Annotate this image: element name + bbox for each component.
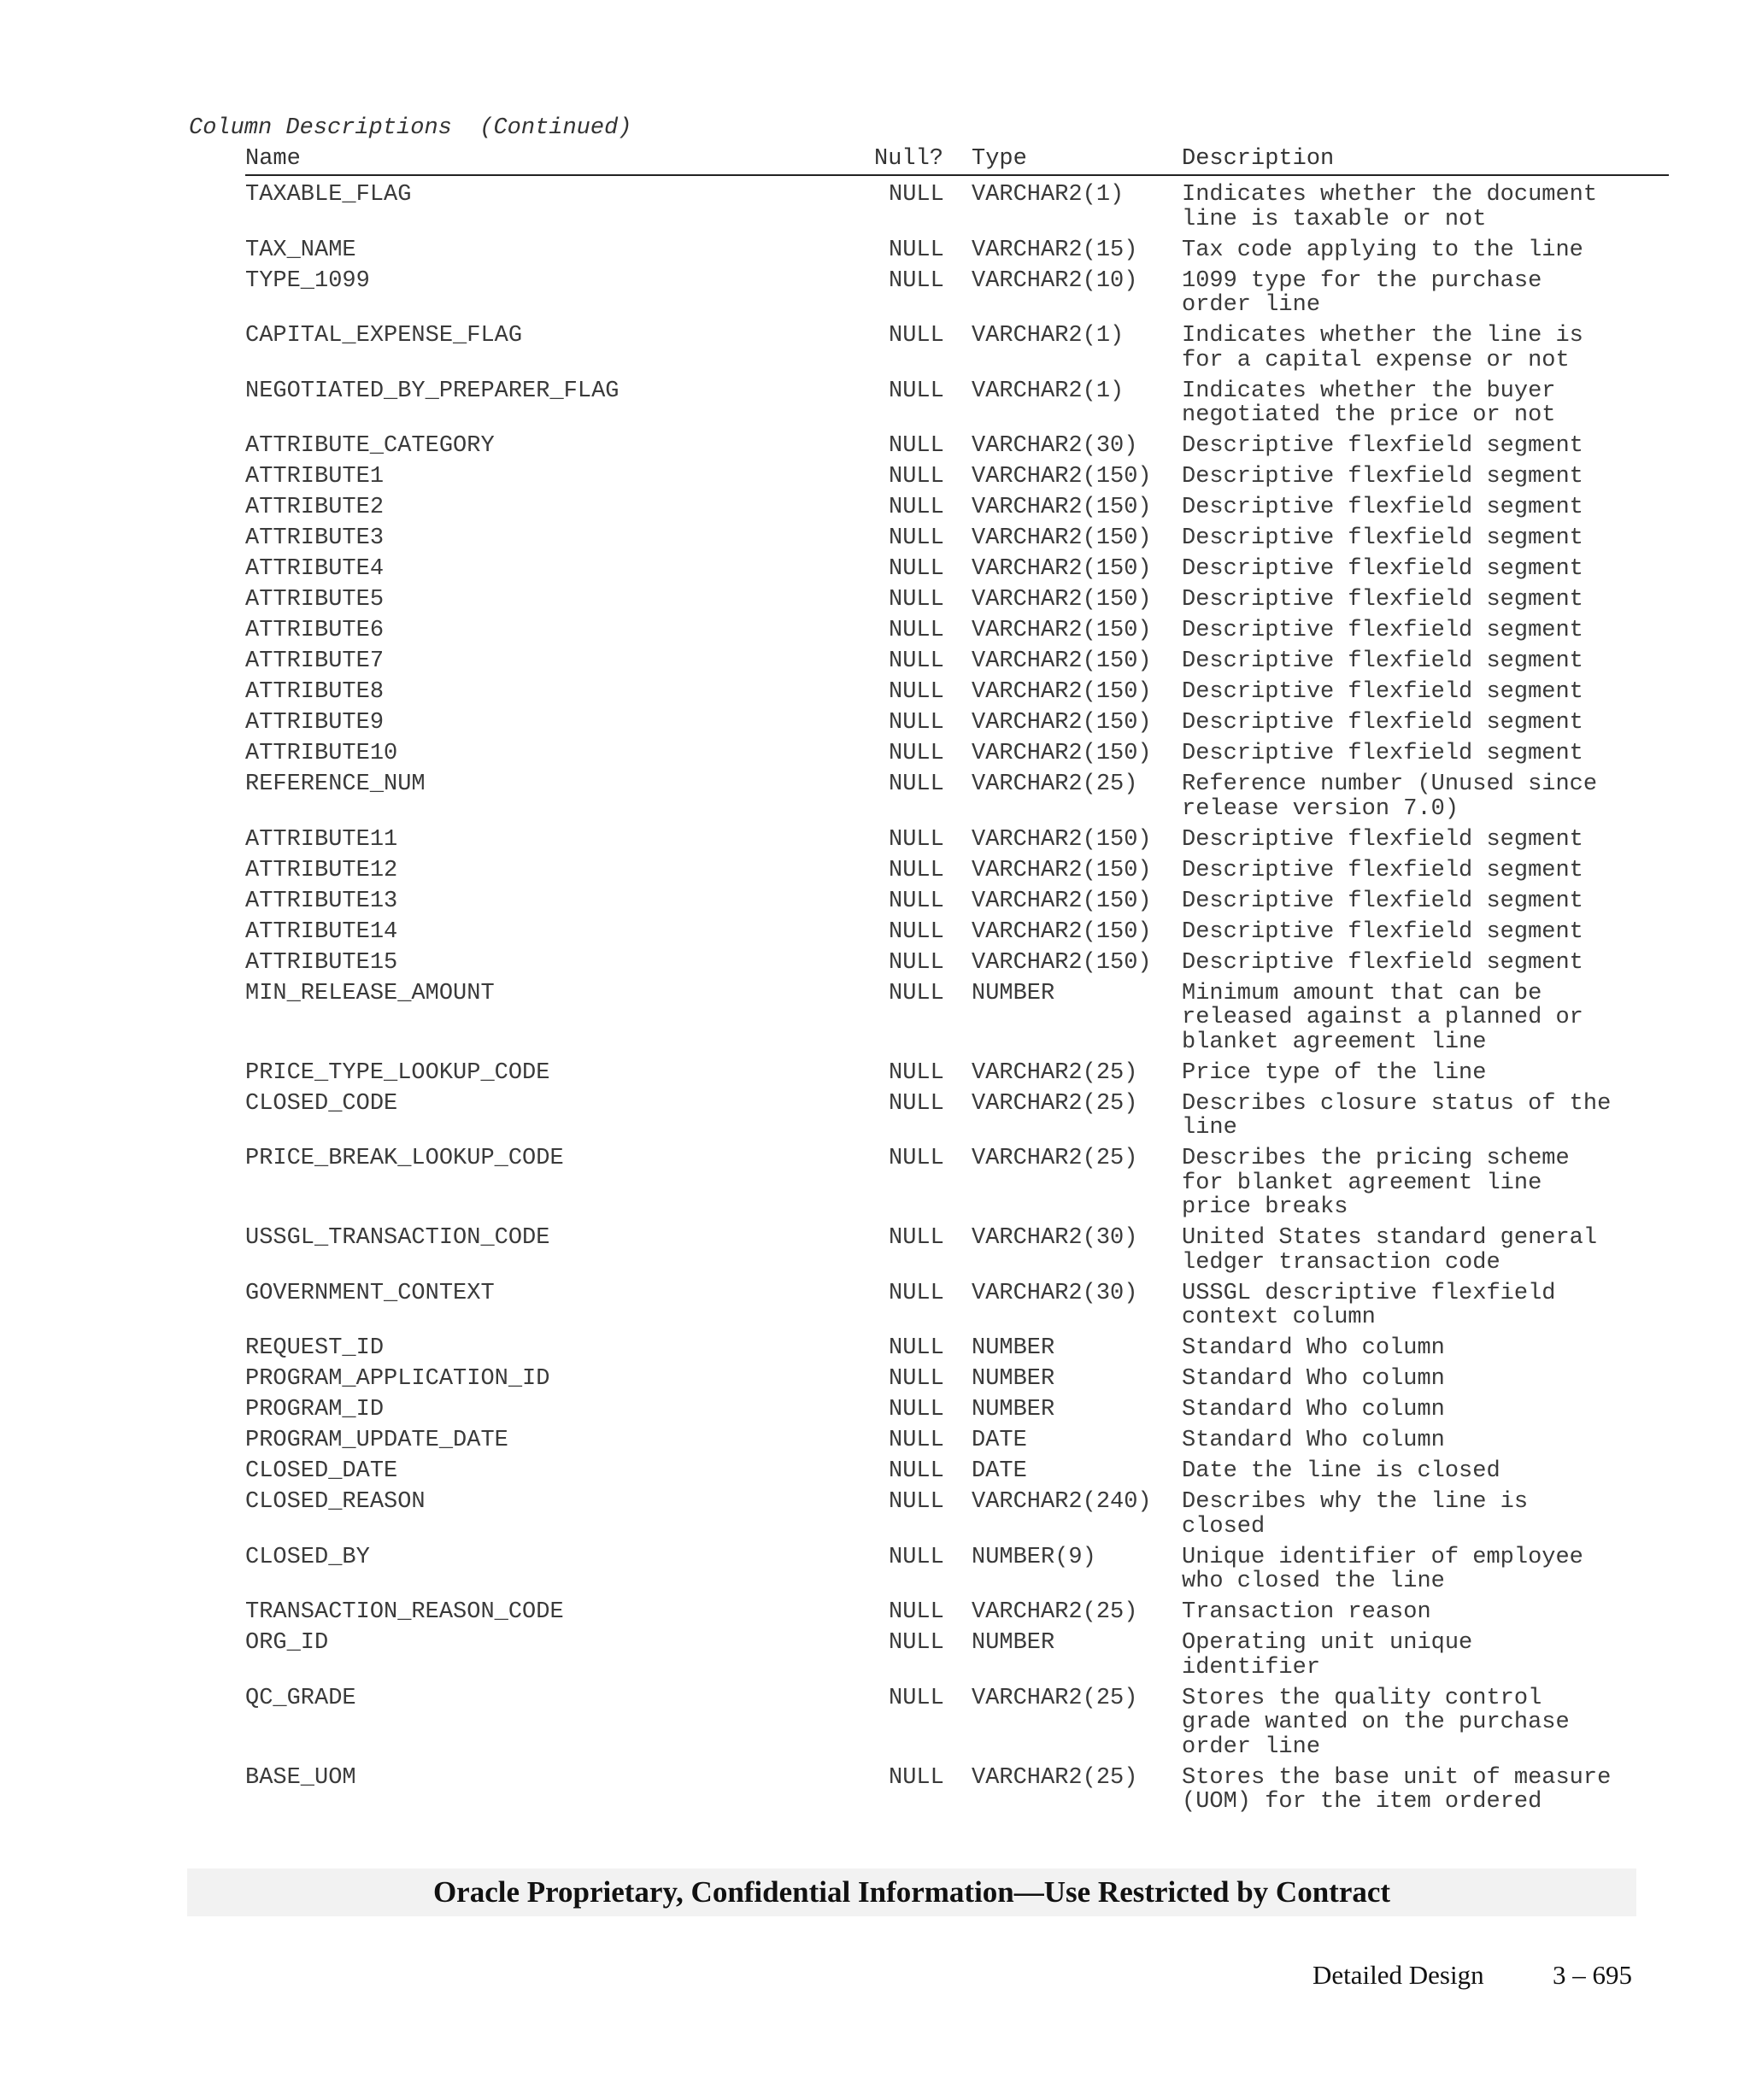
cell-null: NULL xyxy=(889,949,944,976)
table-row xyxy=(245,465,1669,490)
cell-type: VARCHAR2(30) xyxy=(972,1225,1138,1251)
cell-null: NULL xyxy=(889,1685,944,1711)
footer-section-title: Detailed Design xyxy=(1312,1960,1484,1990)
cell-null: NULL xyxy=(889,826,944,853)
table-row xyxy=(245,1282,1669,1330)
cell-description: Descriptive flexfield segment xyxy=(1182,525,1583,551)
cell-type: VARCHAR2(15) xyxy=(972,237,1138,263)
cell-null: NULL xyxy=(889,182,944,208)
cell-type: VARCHAR2(30) xyxy=(972,1280,1138,1306)
cell-description: Descriptive flexfield segment xyxy=(1182,495,1583,520)
table-row xyxy=(245,434,1669,459)
table-row xyxy=(245,1546,1669,1594)
cell-description: Standard Who column xyxy=(1182,1335,1445,1361)
cell-name: ATTRIBUTE15 xyxy=(245,949,398,976)
cell-name: ATTRIBUTE12 xyxy=(245,857,398,883)
table-row xyxy=(245,1631,1669,1680)
table-row xyxy=(245,1092,1669,1141)
cell-description: Indicates whether the document line is taxable or not xyxy=(1182,182,1598,232)
cell-type: VARCHAR2(25) xyxy=(972,1146,1138,1171)
cell-description: Descriptive flexfield segment xyxy=(1182,648,1583,674)
cell-name: PRICE_BREAK_LOOKUP_CODE xyxy=(245,1146,564,1171)
cell-name: PROGRAM_APPLICATION_ID xyxy=(245,1366,550,1392)
cell-name: NEGOTIATED_BY_PREPARER_FLAG xyxy=(245,378,620,404)
cell-description: Indicates whether the line is for a capital expense or not xyxy=(1182,323,1583,373)
cell-null: NULL xyxy=(889,267,944,294)
table-row xyxy=(245,1600,1669,1625)
cell-description: Descriptive flexfield segment xyxy=(1182,679,1583,705)
cell-description: Indicates whether the buyer negotiated the price or not xyxy=(1182,378,1556,428)
cell-null: NULL xyxy=(889,1428,944,1453)
cell-type: VARCHAR2(150) xyxy=(972,710,1152,736)
cell-name: TRANSACTION_REASON_CODE xyxy=(245,1599,564,1625)
column-descriptions-table xyxy=(245,183,1669,1821)
header-null: Null? xyxy=(874,146,944,172)
cell-null: NULL xyxy=(889,1458,944,1484)
footer-page-number: 3 – 695 xyxy=(1553,1960,1632,1990)
cell-name: ATTRIBUTE7 xyxy=(245,648,385,674)
cell-type: VARCHAR2(150) xyxy=(972,949,1152,976)
cell-name: ATTRIBUTE11 xyxy=(245,826,398,853)
cell-name: ATTRIBUTE13 xyxy=(245,888,398,914)
cell-null: NULL xyxy=(889,525,944,551)
cell-name: TAXABLE_FLAG xyxy=(245,182,412,208)
table-row xyxy=(245,1686,1669,1760)
header-description: Description xyxy=(1182,146,1335,172)
cell-null: NULL xyxy=(889,1764,944,1791)
cell-null: NULL xyxy=(889,1366,944,1392)
cell-type: VARCHAR2(30) xyxy=(972,433,1138,459)
table-row xyxy=(245,1428,1669,1453)
cell-type: VARCHAR2(150) xyxy=(972,648,1152,674)
cell-description: Describes why the line is closed xyxy=(1182,1489,1529,1540)
cell-name: ATTRIBUTE3 xyxy=(245,525,385,551)
cell-name: PROGRAM_ID xyxy=(245,1397,385,1422)
cell-name: ATTRIBUTE_CATEGORY xyxy=(245,433,495,459)
cell-type: NUMBER xyxy=(972,1630,1055,1656)
cell-type: DATE xyxy=(972,1428,1027,1453)
cell-type: VARCHAR2(150) xyxy=(972,525,1152,551)
cell-description: Transaction reason xyxy=(1182,1599,1431,1625)
cell-type: VARCHAR2(150) xyxy=(972,679,1152,705)
cell-name: PROGRAM_UPDATE_DATE xyxy=(245,1428,508,1453)
cell-description: Descriptive flexfield segment xyxy=(1182,826,1583,853)
cell-name: BASE_UOM xyxy=(245,1764,356,1791)
cell-description: Operating unit unique identifier xyxy=(1182,1630,1473,1681)
cell-null: NULL xyxy=(889,888,944,914)
cell-type: VARCHAR2(150) xyxy=(972,741,1152,766)
cell-description: USSGL descriptive flexfield context column xyxy=(1182,1280,1556,1330)
table-row xyxy=(245,859,1669,883)
table-header xyxy=(245,144,1669,176)
cell-name: CLOSED_DATE xyxy=(245,1458,398,1484)
cell-description: United States standard general ledger transaction code xyxy=(1182,1225,1598,1276)
table-row xyxy=(245,742,1669,766)
table-row xyxy=(245,982,1669,1055)
table-row xyxy=(245,619,1669,643)
cell-null: NULL xyxy=(889,587,944,613)
cell-description: Price type of the line xyxy=(1182,1059,1487,1086)
table-row xyxy=(245,379,1669,428)
cell-type: VARCHAR2(25) xyxy=(972,1685,1138,1711)
cell-name: CLOSED_BY xyxy=(245,1544,370,1570)
cell-name: ATTRIBUTE8 xyxy=(245,679,385,705)
table-row xyxy=(245,1147,1669,1220)
cell-type: VARCHAR2(1) xyxy=(972,378,1125,404)
table-row xyxy=(245,269,1669,318)
cell-type: VARCHAR2(25) xyxy=(972,1764,1138,1791)
table-row xyxy=(245,920,1669,945)
cell-type: VARCHAR2(150) xyxy=(972,618,1152,643)
cell-null: NULL xyxy=(889,433,944,459)
cell-type: VARCHAR2(150) xyxy=(972,918,1152,945)
table-row xyxy=(245,557,1669,582)
table-row xyxy=(245,1367,1669,1392)
table-row xyxy=(245,1766,1669,1815)
cell-name: MIN_RELEASE_AMOUNT xyxy=(245,980,495,1006)
cell-description: Descriptive flexfield segment xyxy=(1182,857,1583,883)
cell-null: NULL xyxy=(889,1599,944,1625)
table-row xyxy=(245,496,1669,520)
cell-description: Descriptive flexfield segment xyxy=(1182,949,1583,976)
table-row xyxy=(245,889,1669,914)
cell-null: NULL xyxy=(889,237,944,263)
cell-type: NUMBER xyxy=(972,1335,1055,1361)
cell-null: NULL xyxy=(889,1335,944,1361)
cell-null: NULL xyxy=(889,1489,944,1515)
cell-description: Stores the base unit of measure (UOM) for the item ordered xyxy=(1182,1764,1612,1815)
cell-null: NULL xyxy=(889,1059,944,1086)
table-row xyxy=(245,1490,1669,1539)
cell-description: Minimum amount that can be released against a planned or blanket agreement line xyxy=(1182,980,1583,1055)
cell-type: VARCHAR2(150) xyxy=(972,587,1152,613)
cell-null: NULL xyxy=(889,857,944,883)
cell-type: VARCHAR2(150) xyxy=(972,464,1152,490)
table-row xyxy=(245,772,1669,821)
table-row xyxy=(245,526,1669,551)
cell-description: Descriptive flexfield segment xyxy=(1182,618,1583,643)
cell-null: NULL xyxy=(889,1630,944,1656)
cell-null: NULL xyxy=(889,648,944,674)
cell-null: NULL xyxy=(889,378,944,404)
section-title: Column Descriptions (Continued) xyxy=(189,115,632,141)
cell-null: NULL xyxy=(889,495,944,520)
cell-name: ATTRIBUTE6 xyxy=(245,618,385,643)
cell-description: Unique identifier of employee who closed the line xyxy=(1182,1544,1583,1594)
cell-null: NULL xyxy=(889,679,944,705)
cell-description: Descriptive flexfield segment xyxy=(1182,433,1583,459)
cell-type: VARCHAR2(150) xyxy=(972,857,1152,883)
cell-type: VARCHAR2(150) xyxy=(972,556,1152,582)
cell-type: NUMBER xyxy=(972,980,1055,1006)
cell-name: QC_GRADE xyxy=(245,1685,356,1711)
table-row xyxy=(245,1061,1669,1086)
cell-description: Standard Who column xyxy=(1182,1397,1445,1422)
cell-null: NULL xyxy=(889,1280,944,1306)
cell-null: NULL xyxy=(889,1146,944,1171)
table-row xyxy=(245,828,1669,853)
table-row xyxy=(245,324,1669,372)
cell-type: VARCHAR2(150) xyxy=(972,495,1152,520)
cell-description: Descriptive flexfield segment xyxy=(1182,556,1583,582)
confidentiality-banner: Oracle Proprietary, Confidential Information––Use Restricted by Contract xyxy=(187,1868,1636,1916)
cell-null: NULL xyxy=(889,618,944,643)
cell-null: NULL xyxy=(889,1544,944,1570)
cell-null: NULL xyxy=(889,464,944,490)
cell-name: ATTRIBUTE1 xyxy=(245,464,385,490)
cell-description: Standard Who column xyxy=(1182,1366,1445,1392)
cell-type: VARCHAR2(25) xyxy=(972,771,1138,797)
cell-type: VARCHAR2(10) xyxy=(972,267,1138,294)
cell-type: NUMBER xyxy=(972,1366,1055,1392)
cell-null: NULL xyxy=(889,556,944,582)
cell-null: NULL xyxy=(889,323,944,349)
cell-type: VARCHAR2(25) xyxy=(972,1599,1138,1625)
cell-description: Standard Who column xyxy=(1182,1428,1445,1453)
table-row xyxy=(245,711,1669,736)
table-row xyxy=(245,588,1669,613)
table-row xyxy=(245,1336,1669,1361)
cell-type: NUMBER xyxy=(972,1397,1055,1422)
cell-null: NULL xyxy=(889,1090,944,1117)
cell-name: ATTRIBUTE10 xyxy=(245,741,398,766)
cell-description: Reference number (Unused since release version 7.0) xyxy=(1182,771,1598,822)
table-row xyxy=(245,238,1669,263)
cell-type: VARCHAR2(1) xyxy=(972,182,1125,208)
cell-name: ATTRIBUTE4 xyxy=(245,556,385,582)
cell-name: CLOSED_REASON xyxy=(245,1489,426,1515)
cell-name: REQUEST_ID xyxy=(245,1335,385,1361)
cell-name: ATTRIBUTE2 xyxy=(245,495,385,520)
cell-name: ATTRIBUTE9 xyxy=(245,710,385,736)
cell-name: GOVERNMENT_CONTEXT xyxy=(245,1280,495,1306)
cell-null: NULL xyxy=(889,980,944,1006)
cell-null: NULL xyxy=(889,1225,944,1251)
table-row xyxy=(245,1459,1669,1484)
cell-null: NULL xyxy=(889,771,944,797)
cell-description: Describes closure status of the line xyxy=(1182,1090,1612,1141)
table-row xyxy=(245,183,1669,232)
cell-description: Descriptive flexfield segment xyxy=(1182,888,1583,914)
cell-null: NULL xyxy=(889,918,944,945)
cell-null: NULL xyxy=(889,1397,944,1422)
cell-type: VARCHAR2(1) xyxy=(972,323,1125,349)
cell-type: VARCHAR2(25) xyxy=(972,1059,1138,1086)
cell-description: Descriptive flexfield segment xyxy=(1182,741,1583,766)
cell-name: ATTRIBUTE14 xyxy=(245,918,398,945)
header-name: Name xyxy=(245,146,301,172)
cell-description: 1099 type for the purchase order line xyxy=(1182,267,1542,318)
cell-name: ORG_ID xyxy=(245,1630,329,1656)
cell-description: Descriptive flexfield segment xyxy=(1182,710,1583,736)
cell-name: REFERENCE_NUM xyxy=(245,771,426,797)
cell-type: NUMBER(9) xyxy=(972,1544,1096,1570)
cell-name: CLOSED_CODE xyxy=(245,1090,398,1117)
cell-type: VARCHAR2(25) xyxy=(972,1090,1138,1117)
cell-type: VARCHAR2(150) xyxy=(972,888,1152,914)
table-row xyxy=(245,649,1669,674)
header-type: Type xyxy=(972,146,1027,172)
table-row xyxy=(245,951,1669,976)
cell-type: DATE xyxy=(972,1458,1027,1484)
cell-description: Tax code applying to the line xyxy=(1182,237,1583,263)
cell-type: VARCHAR2(240) xyxy=(972,1489,1152,1515)
table-row xyxy=(245,1398,1669,1422)
table-row xyxy=(245,1226,1669,1275)
cell-name: TYPE_1099 xyxy=(245,267,370,294)
cell-description: Describes the pricing scheme for blanket agreement line price breaks xyxy=(1182,1146,1570,1220)
cell-name: USSGL_TRANSACTION_CODE xyxy=(245,1225,550,1251)
table-row xyxy=(245,680,1669,705)
cell-description: Descriptive flexfield segment xyxy=(1182,918,1583,945)
cell-name: PRICE_TYPE_LOOKUP_CODE xyxy=(245,1059,550,1086)
cell-description: Descriptive flexfield segment xyxy=(1182,464,1583,490)
cell-null: NULL xyxy=(889,710,944,736)
cell-description: Stores the quality control grade wanted on the purchase order line xyxy=(1182,1685,1570,1760)
cell-name: CAPITAL_EXPENSE_FLAG xyxy=(245,323,523,349)
cell-name: ATTRIBUTE5 xyxy=(245,587,385,613)
cell-description: Descriptive flexfield segment xyxy=(1182,587,1583,613)
cell-name: TAX_NAME xyxy=(245,237,356,263)
cell-type: VARCHAR2(150) xyxy=(972,826,1152,853)
cell-null: NULL xyxy=(889,741,944,766)
cell-description: Date the line is closed xyxy=(1182,1458,1500,1484)
